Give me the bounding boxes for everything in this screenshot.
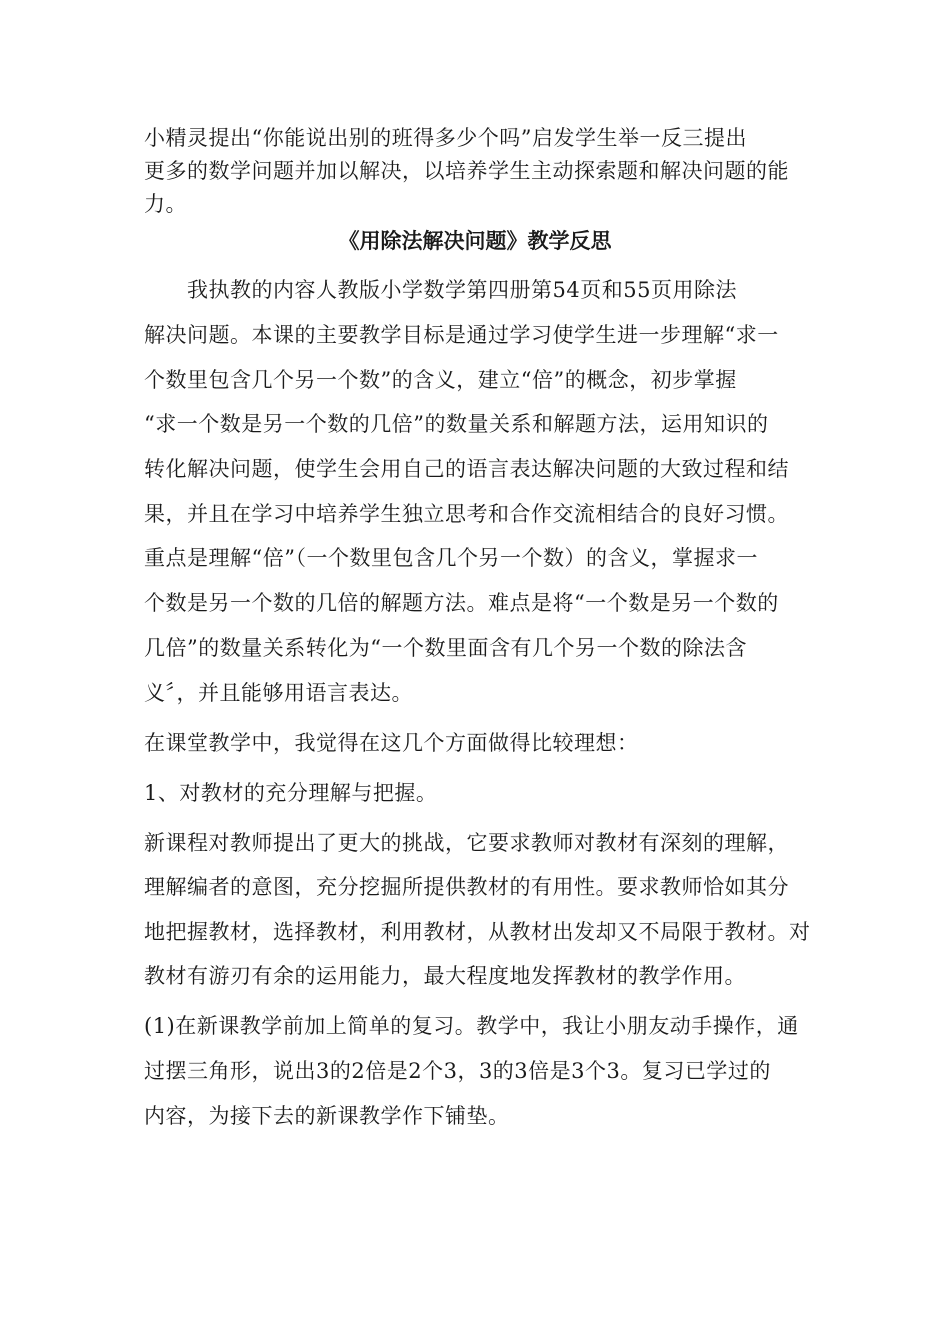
body-line: 转化解决问题，使学生会用自己的语言表达解决问题的大致过程和结 — [144, 457, 789, 481]
body-line: 教材有游刃有余的运用能力，最大程度地发挥教材的教学作用。 — [144, 964, 746, 988]
intro-line: 小精灵提出“你能说出别的班得多少个吗”启发学生举一反三提出 — [144, 126, 747, 150]
body-line: 我执教的内容人教版小学数学第四册第54页和55页用除法 — [144, 278, 737, 302]
body-line: “求一个数是另一个数的几倍”的数量关系和解题方法，运用知识的 — [144, 412, 769, 436]
body-line: 在课堂教学中，我觉得在这几个方面做得比较理想： — [144, 731, 639, 755]
body-line: 新课程对教师提出了更大的挑战，它要求教师对教材有深刻的理解， — [144, 831, 789, 855]
body-line: 理解编者的意图，充分挖掘所提供教材的有用性。要求教师恰如其分 — [144, 875, 789, 899]
body-line: 果，并且在学习中培养学生独立思考和合作交流相结合的良好习惯。 — [144, 502, 789, 526]
body-line: 重点是理解“倍”（一个数里包含几个另一个数）的含义，掌握求一 — [144, 546, 758, 570]
intro-line: 更多的数学问题并加以解决，以培养学生主动探索题和解决问题的能 — [144, 159, 789, 183]
body-line: 地把握教材，选择教材，利用教材，从教材出发却又不局限于教材。对 — [144, 920, 811, 944]
body-line: 义〞，并且能够用语言表达。 — [144, 681, 413, 705]
body-line: 个数里包含几个另一个数”的含义，建立“倍”的概念，初步掌握 — [144, 368, 737, 392]
body-line: 过摆三角形，说出3的2倍是2个3，3的3倍是3个3。复习已学过的 — [144, 1059, 771, 1083]
intro-line: 力。 — [144, 192, 187, 216]
body-line: (1)在新课教学前加上简单的复习。教学中，我让小朋友动手操作，通 — [144, 1014, 799, 1038]
body-line: 个数是另一个数的几倍的解题方法。难点是将“一个数是另一个数的 — [144, 591, 779, 615]
body-line: 解决问题。本课的主要教学目标是通过学习使学生进一步理解“求一 — [144, 323, 779, 347]
document-title: 《用除法解决问题》教学反思 — [338, 229, 612, 253]
body-line: 内容，为接下去的新课教学作下铺垫。 — [144, 1104, 510, 1128]
body-line: 1、对教材的充分理解与把握。 — [144, 781, 438, 805]
body-line: 几倍”的数量关系转化为“一个数里面含有几个另一个数的除法含 — [144, 636, 747, 660]
